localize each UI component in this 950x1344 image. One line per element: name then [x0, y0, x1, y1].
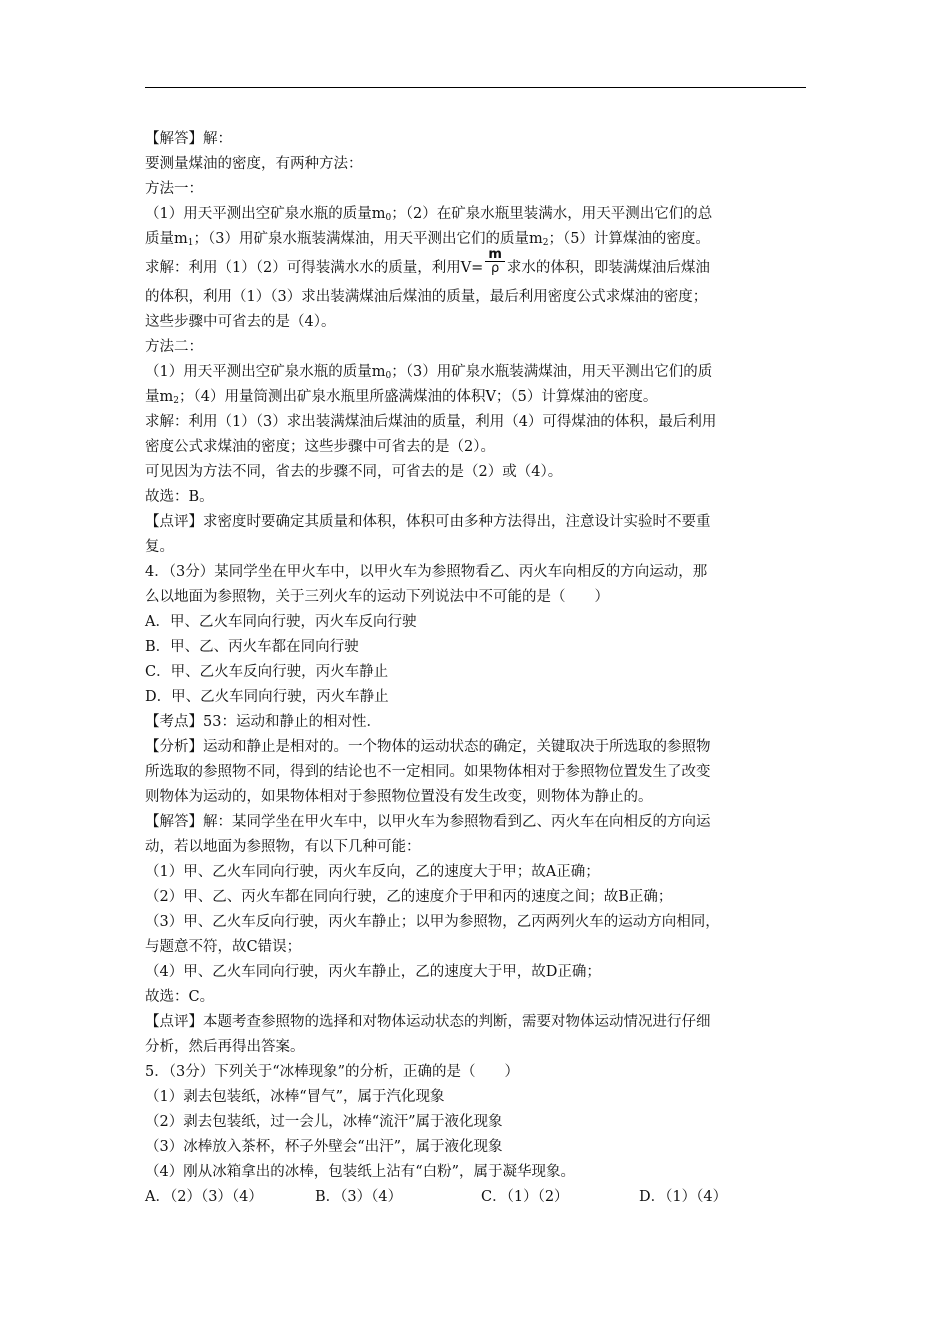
question-5-statement-2: （2）剥去包装纸，过一会儿，冰棒“流汗”属于液化现象 — [145, 1114, 503, 1130]
comment-line1: 【点评】求密度时要确定其质量和体积，体积可由多种方法得出，注意设计实验时不要重 — [145, 514, 711, 530]
question-4-option-d: D．甲、乙火车同向行驶，丙火车静止 — [145, 689, 389, 705]
question-5-stem: 5．（3分）下列关于“冰棒现象”的分析，正确的是（ ） — [145, 1064, 520, 1080]
question-4-topic: 【考点】53：运动和静止的相对性． — [145, 714, 381, 730]
question-4-comment-line1: 【点评】本题考查参照物的选择和对物体运动状态的判断，需要对物体运动情况进行仔细 — [145, 1014, 711, 1030]
method-one-steps-line1: （1）用天平测出空矿泉水瓶的质量$m_0$；（2）在矿泉水瓶里装满水，用天平测出它们的总 — [145, 206, 713, 223]
method-one-solution-line2: 的体积，利用（1）（3）求出装满煤油后煤油的质量，最后利用密度公式求煤油的密度； — [145, 289, 708, 305]
question-5-option-d: D．（1）（4） — [639, 1189, 728, 1205]
question-4-answer-choice: 故选：C。 — [145, 989, 215, 1005]
question-4-stem-line1: 4．（3分）某同学坐在甲火车中，以甲火车为参照物看乙、丙火车向相反的方向运动，那 — [145, 564, 708, 580]
question-4-comment-line2: 分析，然后再得出答案。 — [145, 1039, 305, 1055]
question-5-option-c: C．（1）（2） — [481, 1189, 569, 1205]
question-4-option-a: A．甲、乙火车同向行驶，丙火车反向行驶 — [145, 614, 417, 630]
question-4-answer-line4: （2）甲、乙、丙火车都在同向行驶，乙的速度介于甲和丙的速度之间；故B正确； — [145, 889, 673, 905]
question-5-options — [145, 1185, 807, 1210]
method-two-solution-line1: 求解：利用（1）（3）求出装满煤油后煤油的质量，利用（4）可得煤油的体积，最后利用 — [145, 414, 717, 430]
volume-formula-fraction: $\frac{m}{\rho}$ — [485, 248, 505, 275]
question-4-option-b: B．甲、乙、丙火车都在同向行驶 — [145, 639, 359, 655]
question-4-stem-line2: 么以地面为参照物，关于三列火车的运动下列说法中不可能的是（ ） — [145, 589, 609, 605]
question-4-option-c: C．甲、乙火车反向行驶，丙火车静止 — [145, 664, 389, 680]
question-4-answer-line1: 【解答】解：某同学坐在甲火车中，以甲火车为参照物看到乙、丙火车在向相反的方向运 — [145, 814, 711, 830]
question-4-answer-line3: （1）甲、乙火车同向行驶，丙火车反向，乙的速度大于甲；故A正确； — [145, 864, 600, 880]
question-5-option-b: B．（3）（4） — [315, 1189, 403, 1205]
question-4-answer-line5: （3）甲、乙火车反向行驶，丙火车静止；以甲为参照物，乙丙两列火车的运动方向相同， — [145, 914, 720, 930]
answer-intro: 要测量煤油的密度，有两种方法： — [145, 156, 363, 172]
method-two-steps-line2: 量$m_2$；（4）用量筒测出矿泉水瓶里所盛满煤油的体积V；（5）计算煤油的密度。 — [145, 389, 658, 406]
question-5-option-a: A．（2）（3）（4） — [145, 1189, 263, 1205]
header-rule — [145, 87, 806, 88]
method-one-steps-line2: 质量$m_1$；（3）用矿泉水瓶装满煤油，用天平测出它们的质量$m_2$；（5）计算煤油的密度。 — [145, 231, 710, 248]
method-two-heading: 方法二： — [145, 339, 203, 355]
question-4-answer-line7: （4）甲、乙火车同向行驶，丙火车静止，乙的速度大于甲，故D正确； — [145, 964, 601, 980]
comment-line2: 复。 — [145, 539, 174, 555]
answer-choice: 故选：B。 — [145, 489, 214, 505]
method-two-steps-line1: （1）用天平测出空矿泉水瓶的质量$m_0$；（3）用矿泉水瓶装满煤油，用天平测出它们的质 — [145, 364, 713, 381]
question-4-analysis-line1: 【分析】运动和静止是相对的。一个物体的运动状态的确定，关键取决于所选取的参照物 — [145, 739, 711, 755]
method-one-solution-line1: 求解：利用（1）（2）可得装满水水的质量，利用V= $\frac{m}{\rho}$ 求水的体积，即装满煤油后煤油 — [145, 246, 710, 276]
method-one-heading: 方法一： — [145, 181, 203, 197]
question-5-statement-3: （3）冰棒放入茶杯，杯子外壁会“出汗”，属于液化现象 — [145, 1139, 503, 1155]
question-4-answer-line6: 与题意不符，故C错误； — [145, 939, 302, 955]
answer-heading: 【解答】解： — [145, 131, 232, 147]
conclusion: 可见因为方法不同，省去的步骤不同，可省去的是（2）或（4）。 — [145, 464, 563, 480]
method-two-solution-line2: 密度公式求煤油的密度；这些步骤中可省去的是（2）。 — [145, 439, 495, 455]
question-4-answer-line2: 动，若以地面为参照物，有以下几种可能： — [145, 839, 421, 855]
method-one-omit: 这些步骤中可省去的是（4）。 — [145, 314, 336, 330]
question-5-statement-1: （1）剥去包装纸，冰棒“冒气”，属于汽化现象 — [145, 1089, 445, 1105]
question-4-analysis-line3: 则物体为运动的，如果物体相对于参照物位置没有发生改变，则物体为静止的。 — [145, 789, 653, 805]
question-4-analysis-line2: 所选取的参照物不同，得到的结论也不一定相同。如果物体相对于参照物位置发生了改变 — [145, 764, 711, 780]
question-5-statement-4: （4）刚从冰箱拿出的冰棒，包装纸上沾有“白粉”，属于凝华现象。 — [145, 1164, 576, 1180]
document-body — [145, 127, 807, 1210]
